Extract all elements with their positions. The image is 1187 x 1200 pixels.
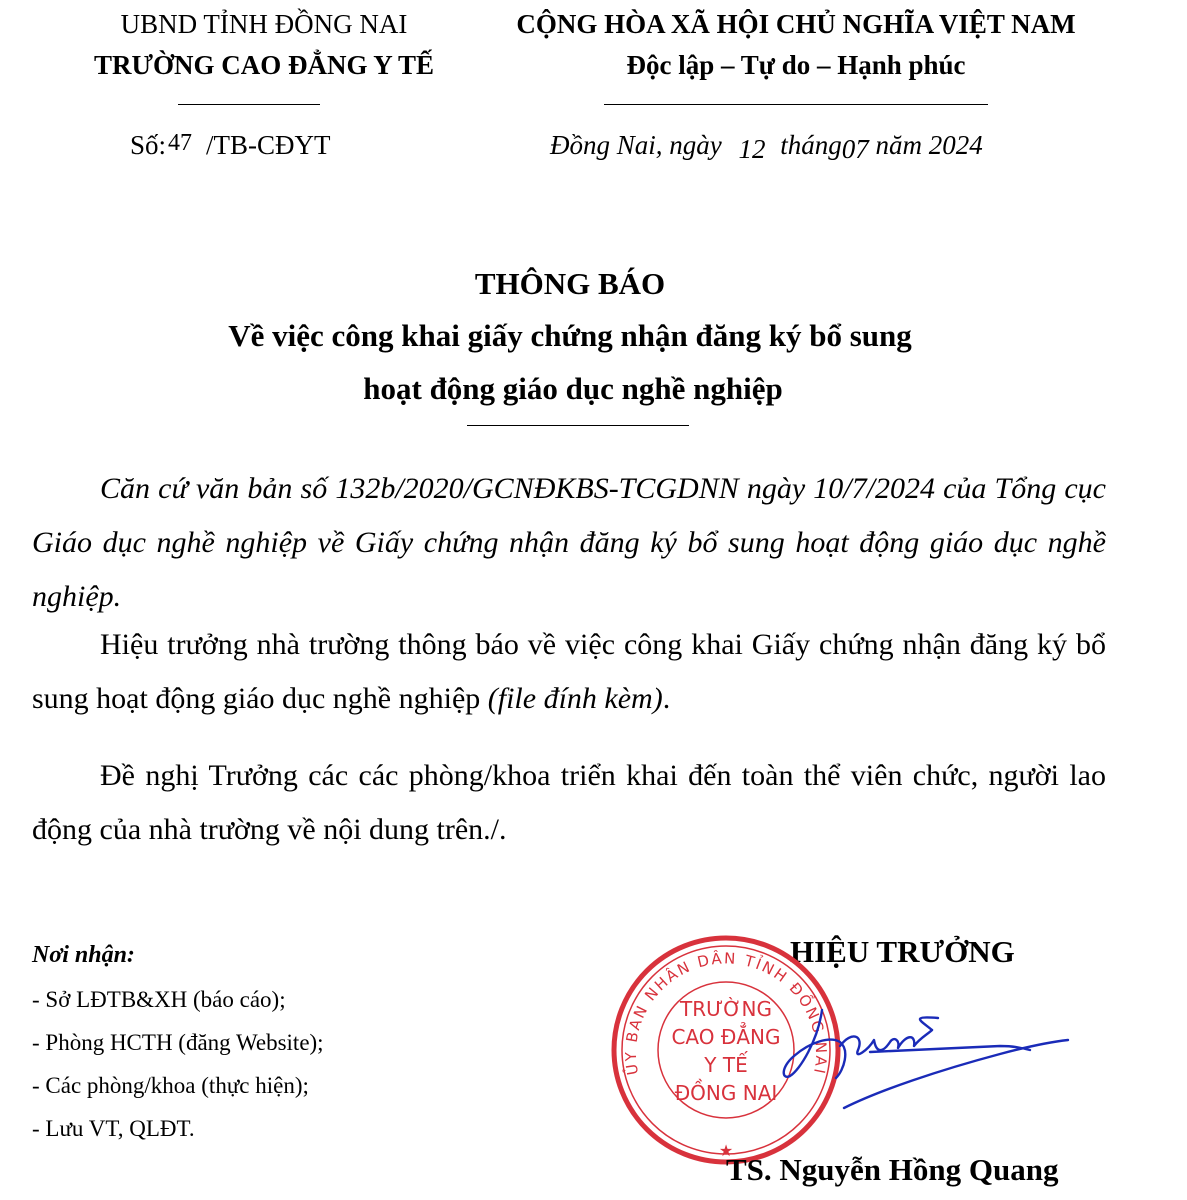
document-date xyxy=(550,128,983,162)
recipient-item: - Lưu VT, QLĐT. xyxy=(32,1116,195,1141)
stamp-outer-text: ỦY BAN NHÂN DÂN TỈNH ĐỒNG NAI xyxy=(621,949,831,1077)
doc-number-suffix: /TB-CĐYT xyxy=(206,130,331,160)
doc-number-prefix: Số: xyxy=(130,130,167,160)
doc-number-value: 47 xyxy=(168,130,193,156)
national-motto: Độc lập – Tự do – Hạnh phúc xyxy=(626,50,966,80)
signer-role: HIỆU TRƯỞNG xyxy=(790,934,1015,969)
title-divider xyxy=(467,425,689,426)
stamp-line1: TRƯỜNG xyxy=(680,997,772,1021)
country-name: CỘNG HÒA XÃ HỘI CHỦ NGHĨA VIỆT NAM xyxy=(516,9,1076,39)
date-year: năm 2024 xyxy=(875,130,983,160)
agency-name: UBND TỈNH ĐỒNG NAI xyxy=(120,9,408,39)
recipient-item: - Phòng HCTH (đăng Website); xyxy=(32,1030,324,1055)
star-icon: ★ xyxy=(718,1141,734,1160)
stamp-line4: ĐỒNG NAI xyxy=(674,1081,778,1105)
date-month-label: tháng xyxy=(780,130,842,160)
paragraph-request: Đề nghị Trưởng các các phòng/khoa triển khai đến toàn thể viên chức, người lao động của nhà trường về nội dung trên./. xyxy=(32,759,1106,846)
announcement-text: Hiệu trưởng nhà trường thông báo về việc công khai Giấy chứng nhận đăng ký bổ sung hoạt động giáo dục nghề nghiệp xyxy=(32,628,1106,715)
left-header-divider xyxy=(178,104,320,105)
document-subtitle-line1: Về việc công khai giấy chứng nhận đăng ký bổ sung xyxy=(228,318,912,353)
stamp-line3: Y TẾ xyxy=(704,1053,748,1077)
attachment-note: (file đính kèm) xyxy=(487,682,663,715)
announcement-end: . xyxy=(662,682,671,715)
date-place: Đồng Nai, ngày xyxy=(550,130,722,160)
paragraph-legal-basis: Căn cứ văn bản số 132b/2020/GCNĐKBS-TCGDNN ngày 10/7/2024 của Tổng cục Giáo dục nghề nghiệp về Giấy chứng nhận đăng ký bổ sung hoạt động giáo dục nghề nghiệp. xyxy=(32,472,1106,613)
document-number xyxy=(130,128,331,164)
date-day: 12 xyxy=(738,134,766,164)
paragraph-announcement xyxy=(32,618,1106,726)
signer-name: TS. Nguyễn Hồng Quang xyxy=(726,1152,1059,1187)
document-subtitle-line2: hoạt động giáo dục nghề nghiệp xyxy=(363,371,783,406)
document-title: THÔNG BÁO xyxy=(474,266,666,301)
handwritten-signature xyxy=(760,990,1080,1130)
recipient-item: - Các phòng/khoa (thực hiện); xyxy=(32,1073,309,1098)
school-name: TRƯỜNG CAO ĐẲNG Y TẾ xyxy=(93,50,435,80)
date-month: 07 xyxy=(841,134,869,164)
right-header-divider xyxy=(604,104,988,105)
recipients-heading: Nơi nhận: xyxy=(32,942,135,968)
recipient-item: - Sở LĐTB&XH (báo cáo); xyxy=(32,987,286,1012)
stamp-line2: CAO ĐẲNG xyxy=(671,1025,781,1049)
